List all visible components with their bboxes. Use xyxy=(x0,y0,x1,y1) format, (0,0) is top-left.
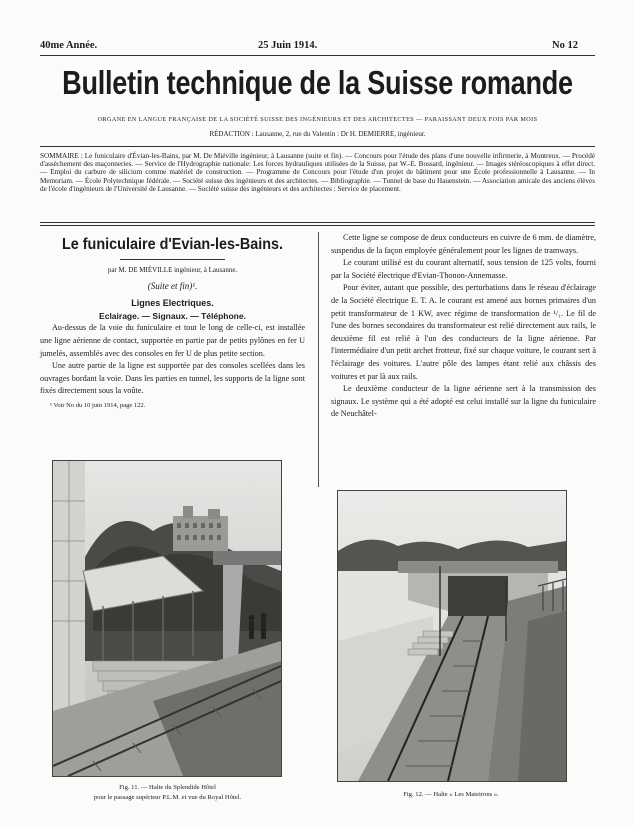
title-rule xyxy=(120,259,225,260)
header-rule xyxy=(40,55,595,56)
figure-11-caption xyxy=(40,783,295,803)
article-byline: par M. DE MIÉVILLE ingénieur, à Lausanne. xyxy=(107,266,238,274)
left-paragraph-1: Au-dessus de la voie du funiculaire et tout le long de celle-ci, est installée une ligne aérienne de contact, supportée en partie par de petits pylônes en fer U jumelés, assemblés avec des consoles en fer U de plus petite section. xyxy=(40,323,305,358)
article-continued: (Suite et fin)¹. xyxy=(147,280,198,291)
issue-number: No 12 xyxy=(552,40,578,51)
figure-12-caption: Fig. 12. — Halte « Les Mateirons ». xyxy=(403,791,499,798)
right-paragraph-4: Le deuxième conducteur de la ligne aérienne sert à la transmission des signaux. Le système qui a été adopté est celui installé sur la ligne du funiculaire de Neuchâtel- xyxy=(331,384,596,419)
issue-date: 25 Juin 1914. xyxy=(258,40,318,51)
figure-11-photo xyxy=(52,460,282,777)
right-column xyxy=(331,232,596,421)
right-paragraph-2: Le courant utilisé est du courant alternatif, sous tension de 125 volts, fourni par la Société électrique d'Evian-Thonon-Annemasse. xyxy=(331,258,596,280)
figure-12-photo xyxy=(337,490,567,782)
figure-11-caption-line-1: Fig. 11. — Halte du Splendide Hôtel xyxy=(119,784,216,791)
left-column xyxy=(40,264,305,413)
article-title: Le funiculaire d'Evian-les-Bains. xyxy=(61,236,284,253)
journal-subtitle: ORGANE EN LANGUE FRANÇAISE DE LA SOCIÉTÉ SUISSE DES INGÉNIEURS ET DES ARCHITECTES — PARAISSANT DEUX FOIS PAR MOIS xyxy=(97,116,538,123)
summary-rule-bottom xyxy=(40,225,595,226)
year-label: 40me Année. xyxy=(40,40,98,51)
redaction-line: RÉDACTION : Lausanne, 2, rue du Valentin : Dr H. DEMIERRE, ingénieur. xyxy=(209,130,426,138)
column-divider xyxy=(318,232,319,487)
summary-text: SOMMAIRE : Le funiculaire d'Évian-les-Bains, par M. De Miéville ingénieur, à Lausanne (suite et fin). — Concours pour l'étude des plans d'une nouvelle infirmerie, à Montreux. — Procédé d'assèchement des maçonneries. — Service de l'Hydrographie nationale: Les forces hydrauliques utilisées de la Suisse, par W.-E. Bossard, ingénieur. — Images stéréoscopiques à effet direct. — Emploi du carbure de silicium comme matériel de construction. — Programme de Concours pour l'étude d'un projet de bâtiment pour une École professionnelle à Lausanne. — In Memoriam. — École Polytechnique fédérale. — Société suisse des ingénieurs et des architectes. — Bibliographie. — Tunnel de base du Hauenstein. — Association amicale des anciens élèves de l'école d'ingénieurs de l'Université de Lausanne. — Société suisse des ingénieurs et des architectes : Service de placement. xyxy=(40,152,595,193)
masthead-rule xyxy=(40,146,595,147)
footnote: ¹ Voir No du 10 juin 1914, page 122. xyxy=(50,401,146,409)
left-paragraph-2: Une autre partie de la ligne est supportée par des consoles scellées dans les ouvrages bordant la voie. Dans les parties en tunnel, les supports de la ligne sont fixés directement sous la voûte. xyxy=(40,361,305,396)
summary xyxy=(40,152,595,193)
summary-rule-top xyxy=(40,222,595,223)
subsection-heading: Eclairage. — Signaux. — Téléphone. xyxy=(99,310,246,321)
journal-title: Bulletin technique de la Suisse romande xyxy=(62,64,573,101)
figure-11-caption-line-2: pour le passage supérieur P.L.M. et vue du Royal Hôtel. xyxy=(93,794,242,801)
section-heading: Lignes Electriques. xyxy=(131,298,214,309)
right-paragraph-3: Pour éviter, autant que possible, des perturbations dans le réseau d'éclairage de la Société électrique E. T. A. le courant est amené aux bornes primaires d'un petit transformateur de 1 KW, avec régime de transformation de ¹/₁. Le fil de l'une des bornes secondaires du transformateur est relié directement aux rails, le deuxième fil est relié à l'un des conducteurs de la ligne aérienne. Par l'intermédiaire d'un petit archet frotteur, fixé sur chaque voiture, le courant sert à l'éclairage des voitures. L'autre pôle des lampes étant relié aux châssis des voitures et par là aux rails. xyxy=(331,283,596,381)
right-paragraph-1: Cette ligne se compose de deux conducteurs en cuivre de 6 mm. de diamètre, suspendus de la façon employée généralement pour les lignes de tramways. xyxy=(331,233,596,255)
